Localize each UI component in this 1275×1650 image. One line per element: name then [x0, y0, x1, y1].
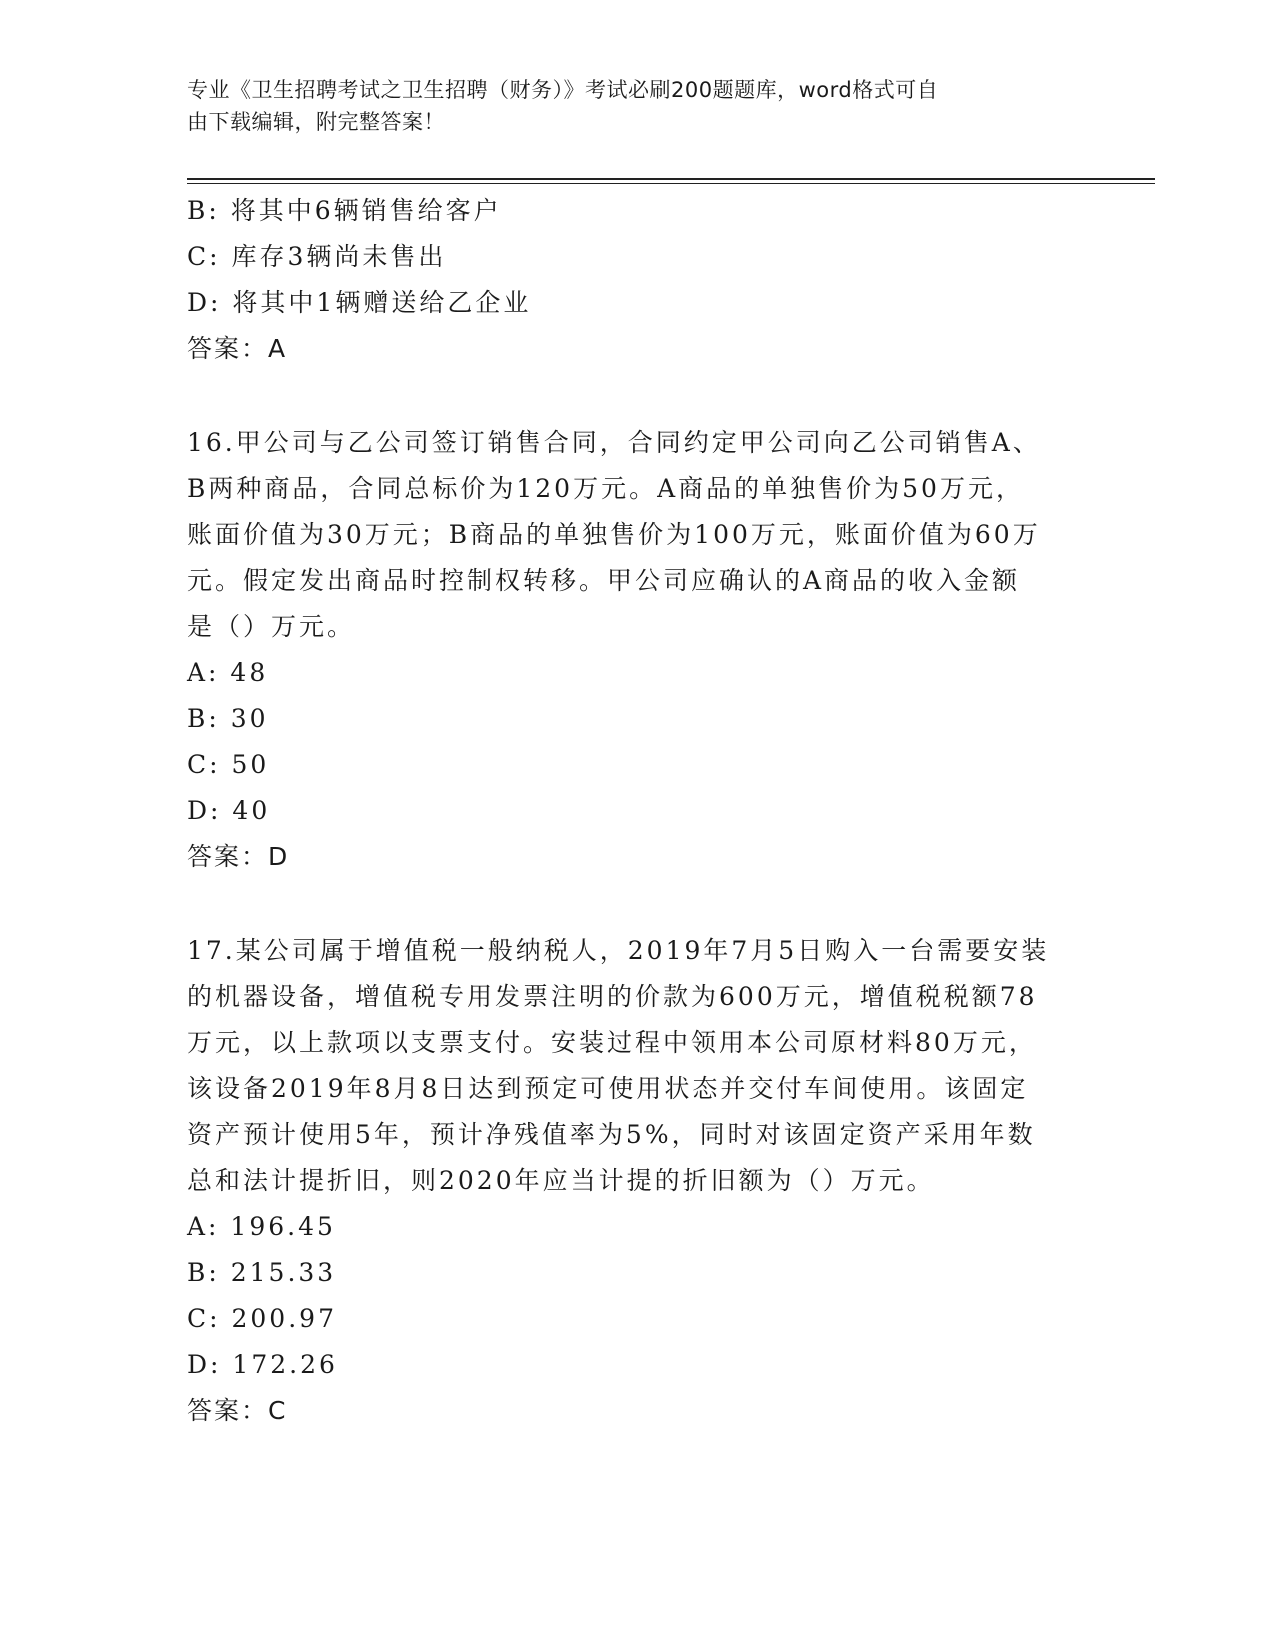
question-text-line: 总和法计提折旧，则2020年应当计提的折旧额为（）万元。 — [187, 1166, 935, 1195]
question-text-line: 的机器设备，增值税专用发票注明的价款为600万元，增值税税额78 — [187, 982, 1038, 1011]
question-text-line: 资产预计使用5年，预计净残值率为5%，同时对该固定资产采用年数 — [187, 1120, 1036, 1149]
question-text-line: 万元，以上款项以支票支付。安装过程中领用本公司原材料80万元， — [187, 1028, 1037, 1057]
answer: 答案：A — [187, 334, 288, 363]
question-17 — [187, 928, 1087, 1434]
header-rule-thick — [187, 178, 1155, 180]
option-d: D: 将其中1辆赠送给乙企业 — [187, 288, 532, 317]
question-16 — [187, 420, 1087, 880]
question-text-line: 17.某公司属于增值税一般纳税人，2019年7月5日购入一台需要安装 — [187, 936, 1050, 965]
option-b: B: 215.33 — [187, 1258, 337, 1287]
document-header — [187, 74, 1087, 138]
answer: 答案：D — [187, 842, 290, 871]
option-a: A: 48 — [187, 658, 269, 687]
question-text-line: 元。假定发出商品时控制权转移。甲公司应确认的A商品的收入金额 — [187, 566, 1021, 595]
option-a: A: 196.45 — [187, 1212, 336, 1241]
header-rule-thin — [187, 183, 1155, 184]
option-c: C: 50 — [187, 750, 270, 779]
question-text-line: 16.甲公司与乙公司签订销售合同，合同约定甲公司向乙公司销售A、 — [187, 428, 1041, 457]
question-text-line: 是（）万元。 — [187, 612, 356, 641]
header-line-1: 专业《卫生招聘考试之卫生招聘（财务）》考试必刷200题题库，word格式可自 — [187, 78, 939, 102]
document-body — [187, 188, 1087, 1434]
question-text-line: B两种商品，合同总标价为120万元。A商品的单独售价为50万元， — [187, 474, 1024, 503]
option-b: B: 30 — [187, 704, 269, 733]
option-c: C: 200.97 — [187, 1304, 337, 1333]
option-b: B: 将其中6辆销售给客户 — [187, 196, 502, 225]
question-text-line: 账面价值为30万元；B商品的单独售价为100万元，账面价值为60万 — [187, 520, 1041, 549]
answer: 答案：C — [187, 1396, 288, 1425]
question-text-line: 该设备2019年8月8日达到预定可使用状态并交付车间使用。该固定 — [187, 1074, 1029, 1103]
option-c: C: 库存3辆尚未售出 — [187, 242, 447, 271]
header-line-2: 由下载编辑，附完整答案！ — [187, 110, 445, 134]
option-d: D: 40 — [187, 796, 271, 825]
option-d: D: 172.26 — [187, 1350, 338, 1379]
prev-question — [187, 188, 1087, 372]
